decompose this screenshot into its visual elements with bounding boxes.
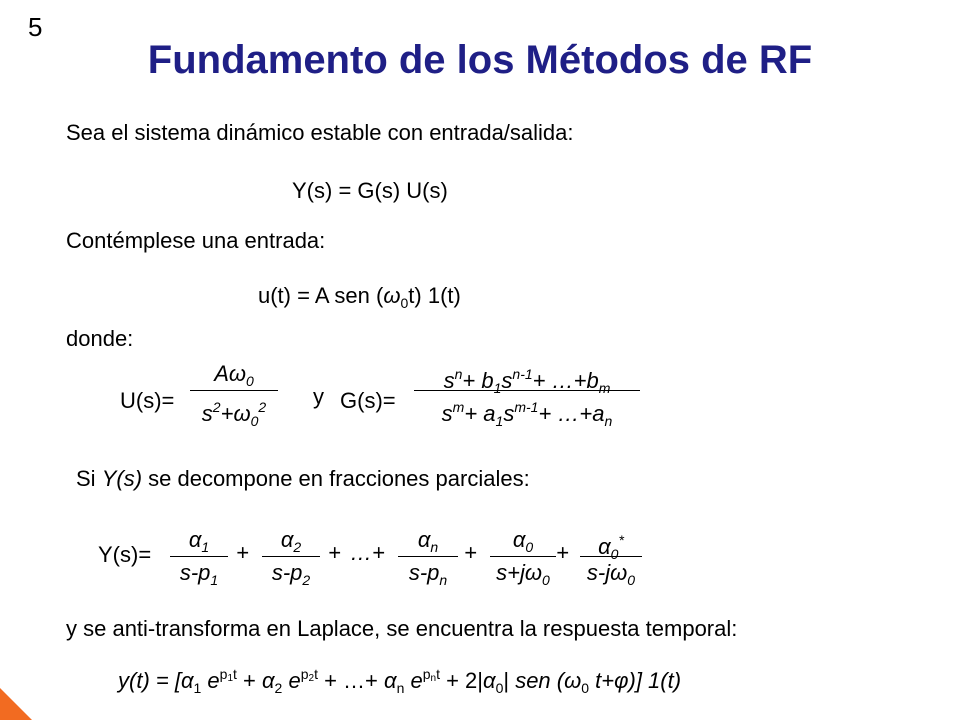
time-response-equation: $y(t) = [\alpha_1$ $e^{p_1t} + \alpha_2$ $e^{p_2t}$ + …+ $\alpha_n$ $e^{p_nt} + 2|\alpha_0|$ sen ($\omega_0$ t+φ)] 1(t)	[118, 666, 682, 696]
g-denominator: $s^m+ a_1s^{m-1}+$ $\dots+a_n$	[441, 399, 613, 429]
slide-number: 5	[28, 12, 43, 42]
u-numerator: $A\omega_0$	[214, 361, 254, 389]
u-fraction	[190, 360, 278, 429]
corner-triangle	[0, 688, 32, 720]
term-0-conj: $\alpha_0^*$ $s-j\omega_0$	[580, 526, 642, 587]
term-2: $\alpha_2$ $s-p_2$	[262, 526, 320, 587]
anti-transform-text: y se anti-transforma en Laplace, se encuentra la respuesta temporal:	[66, 616, 738, 641]
g-label: G(s)=	[340, 388, 396, 413]
u-fraction-bar	[190, 390, 278, 391]
plus-3: +	[464, 540, 477, 565]
intro-text: Sea el sistema dinámico estable con entrada/salida:	[66, 120, 574, 145]
y-label: Y(s)=	[98, 542, 152, 567]
io-equation: Y(s) = G(s) U(s)	[292, 178, 448, 203]
donde-text: donde:	[66, 326, 134, 351]
input-text: Contémplese una entrada:	[66, 228, 326, 253]
input-equation: u(t) = A sen $(\omega_0t)$ 1(t)	[258, 283, 461, 311]
slide-title: Fundamento de los Métodos de RF	[147, 38, 813, 82]
y-connector: y	[313, 384, 324, 409]
u-label: U(s)=	[120, 388, 175, 413]
term-1: $\alpha_1$ $s-p_1$	[170, 526, 228, 587]
g-numerator: $s^n+ b_1s^{n-1}+$ $\dots+b_m$	[443, 366, 611, 396]
g-fraction	[414, 360, 640, 429]
plus-2: +	[328, 540, 341, 565]
g-fraction-bar	[414, 390, 640, 391]
term-0: $\alpha_0$ $s+j\omega_0$	[490, 526, 556, 587]
u-denominator: $s^2+\omega_0^2$	[201, 399, 267, 429]
partial-fractions-text: Si Y(s) se decompone en fracciones parciales:	[76, 466, 530, 491]
ellipsis: …+	[350, 540, 385, 565]
term-n: $\alpha_n$ $s-p_n$	[398, 526, 458, 587]
plus-1: +	[236, 540, 249, 565]
plus-4: +	[556, 540, 569, 565]
